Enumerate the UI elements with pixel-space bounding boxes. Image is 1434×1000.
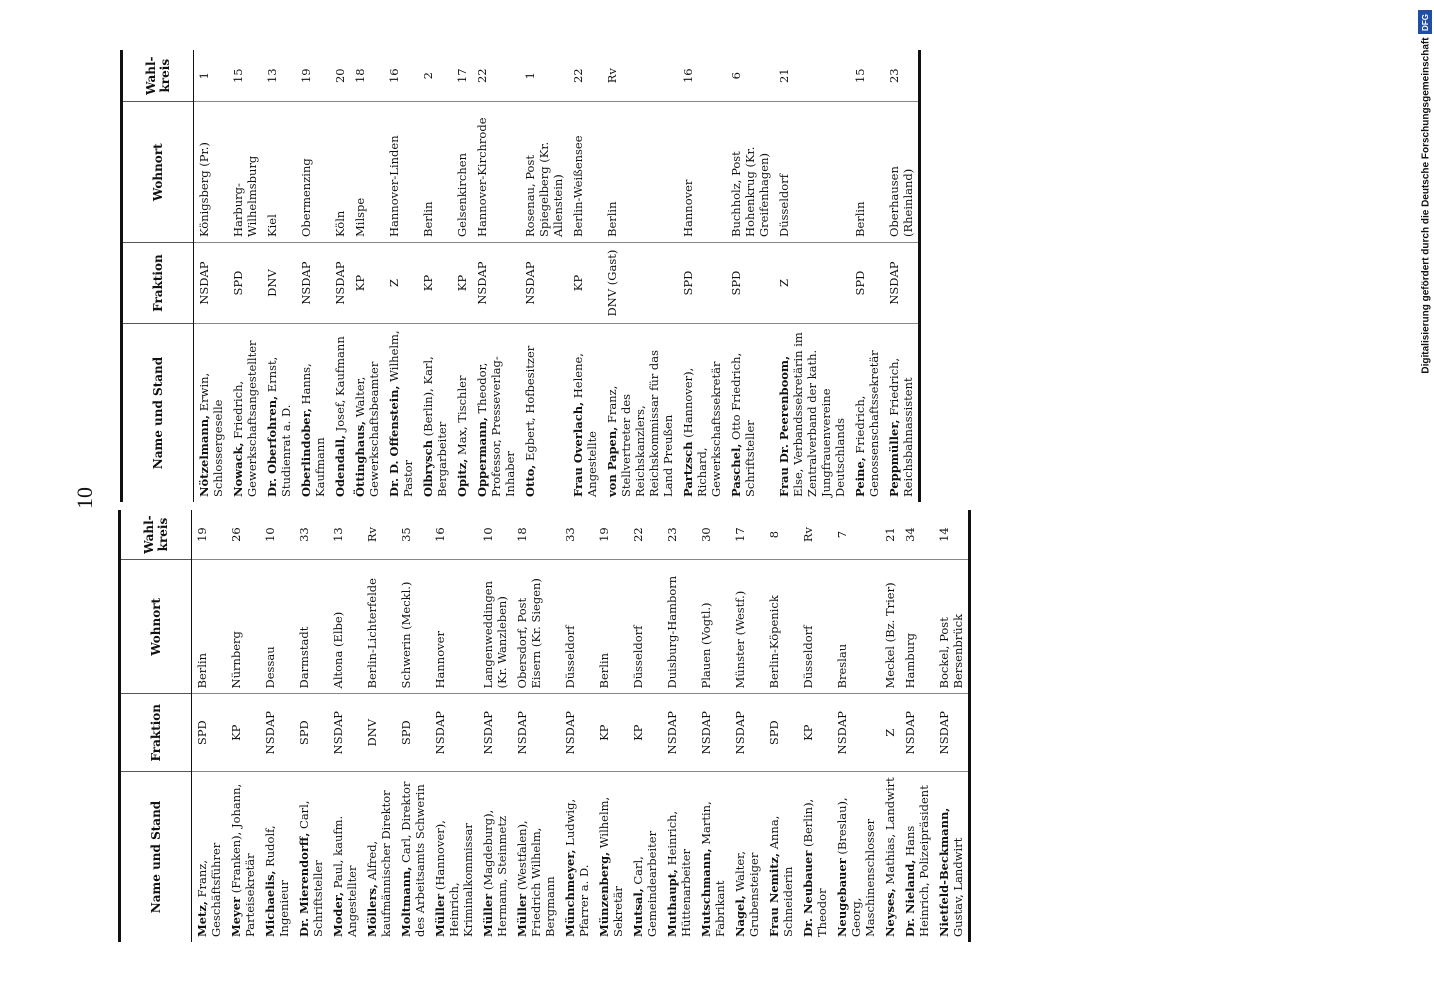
wohnort-cell: Schwerin (Meckl.)	[396, 560, 430, 694]
fraktion-cell: SPD	[228, 243, 262, 324]
fraktion-cell: NSDAP	[730, 694, 764, 772]
member-name-cell	[478, 771, 512, 942]
fraktion-cell: NSDAP	[296, 243, 330, 324]
wahlkreis-cell: 15	[850, 50, 884, 102]
wohnort-cell: Nürnberg	[226, 560, 260, 694]
wahlkreis-cell: 19	[296, 50, 330, 102]
table-row	[594, 510, 628, 942]
wohnort-cell: Duisburg-Hamborn	[662, 560, 696, 694]
wahlkreis-cell: 26	[226, 510, 260, 560]
table-row	[192, 510, 227, 942]
wohnort-cell: Plauen (Vogtl.)	[696, 560, 730, 694]
member-surname: Olbrysch	[421, 439, 435, 497]
wohnort-cell: Düsseldorf	[628, 560, 662, 694]
member-details: Helene, Angestellte	[571, 353, 599, 497]
table-row	[798, 510, 832, 942]
member-surname: Oppermann,	[475, 417, 489, 497]
wohnort-cell: Hannover	[678, 102, 726, 243]
table-row	[452, 50, 472, 502]
member-details: Erwin, Schlossergeselle	[197, 372, 225, 497]
member-details: Wilhelm, Sekretär	[597, 796, 625, 937]
member-surname: Peine,	[853, 457, 867, 497]
wohnort-cell: Dessau	[260, 560, 294, 694]
table-row	[628, 510, 662, 942]
table-row	[328, 510, 362, 942]
wohnort-cell: Düsseldorf	[774, 102, 850, 243]
member-surname: Peppmüller,	[887, 419, 901, 497]
wohnort-cell: Oberhausen (Rheinland)	[884, 102, 920, 243]
wahlkreis-cell: 6	[726, 50, 774, 102]
table-row	[472, 50, 520, 502]
wahlkreis-cell: 13	[328, 510, 362, 560]
table-row	[194, 50, 229, 502]
header-name: Name und Stand	[122, 324, 194, 502]
fraktion-cell: NSDAP	[472, 243, 520, 324]
fraktion-cell: SPD	[726, 243, 774, 324]
header-wohnort: Wohnort	[120, 560, 192, 694]
member-surname: Münzenberg,	[597, 851, 611, 937]
wohnort-cell: Kiel	[262, 102, 296, 243]
wahlkreis-cell: 35	[396, 510, 430, 560]
wohnort-cell: Buchholz, Post Hohenkrug (Kr. Greifenhagen)	[726, 102, 774, 243]
wahlkreis-cell: 8	[764, 510, 798, 560]
member-name-cell	[594, 771, 628, 942]
member-surname: Nötzelmann,	[197, 414, 211, 497]
fraktion-cell: NSDAP	[884, 243, 920, 324]
member-surname: Otto,	[523, 464, 537, 497]
table-row	[662, 510, 696, 942]
member-surname: Nagel,	[733, 895, 747, 937]
wahlkreis-cell: 16	[678, 50, 726, 102]
digitization-note: Digitalisierung gefördert durch die Deutsche Forschungsgemeinschaft	[1420, 37, 1432, 374]
member-name-cell	[678, 324, 726, 502]
fraktion-cell: DNV	[262, 243, 296, 324]
member-surname: Nowack,	[231, 442, 245, 497]
member-name-cell	[884, 324, 920, 502]
member-name-cell	[602, 324, 678, 502]
fraktion-cell: NSDAP	[512, 694, 560, 772]
wohnort-cell: Königsberg (Pr.)	[194, 102, 229, 243]
member-name-cell	[726, 324, 774, 502]
member-name-cell	[262, 324, 296, 502]
table-row	[678, 50, 726, 502]
wahlkreis-cell: 33	[560, 510, 594, 560]
wahlkreis-cell: 21	[774, 50, 850, 102]
wahlkreis-cell: 16	[384, 50, 418, 102]
member-name-cell	[696, 771, 730, 942]
table-row	[296, 50, 330, 502]
member-name-cell	[832, 771, 880, 942]
member-surname: Meyer	[229, 896, 243, 937]
fraktion-cell: KP	[798, 694, 832, 772]
member-surname: Müller	[515, 893, 529, 937]
member-name-cell	[226, 771, 260, 942]
wohnort-cell: Rosenau, Post Spiegelberg (Kr. Allenstein)	[520, 102, 568, 243]
member-name-cell	[850, 324, 884, 502]
member-details: Anna, Schneiderin	[767, 815, 795, 937]
table-row	[330, 50, 350, 502]
fraktion-cell: NSDAP	[832, 694, 880, 772]
table-row	[832, 510, 880, 942]
table-row	[520, 50, 568, 502]
member-surname: Odendall,	[333, 435, 347, 497]
table-row	[478, 510, 512, 942]
wohnort-cell: Obermenzing	[296, 102, 330, 243]
wohnort-cell: Gelsenkirchen	[452, 102, 472, 243]
member-details: Hans Heinrich, Polizeipräsident	[903, 785, 931, 937]
table-row	[602, 50, 678, 502]
fraktion-cell: NSDAP	[520, 243, 568, 324]
wahlkreis-cell: 30	[696, 510, 730, 560]
member-details: Otto Friedrich, Schriftsteller	[729, 352, 757, 497]
wohnort-cell: Berlin	[192, 560, 227, 694]
wohnort-cell: Langenweddingen (Kr. Wanzleben)	[478, 560, 512, 694]
member-name-cell	[774, 324, 850, 502]
fraktion-cell: NSDAP	[478, 694, 512, 772]
member-details: Friedrich, Genossenschaftssekretär	[853, 350, 881, 497]
member-name-cell	[362, 771, 396, 942]
member-surname: Mutsal,	[631, 888, 645, 937]
wahlkreis-cell: 34	[900, 510, 934, 560]
wahlkreis-cell: 14	[934, 510, 970, 560]
fraktion-cell: KP	[628, 694, 662, 772]
table-row	[730, 510, 764, 942]
fraktion-cell: NSDAP	[900, 694, 934, 772]
member-surname: Opitz,	[455, 458, 469, 497]
wahlkreis-cell: Rv	[798, 510, 832, 560]
member-surname: Müller	[481, 893, 495, 937]
page-number: 10	[72, 487, 97, 509]
fraktion-cell: SPD	[396, 694, 430, 772]
member-surname: Moder,	[331, 892, 345, 937]
member-name-cell	[418, 324, 452, 502]
member-details: Franz, Stellvertreter des Reichskanzlers, Reichskommissar für das Land Preußen	[605, 349, 675, 497]
table-row	[774, 50, 850, 502]
register-table-left	[118, 510, 1298, 942]
wahlkreis-cell: 33	[294, 510, 328, 560]
header-fraktion: Fraktion	[120, 694, 192, 772]
member-details: Egbert, Hofbesitzer	[523, 345, 537, 462]
member-surname: Öttinghaus,	[353, 420, 367, 497]
table-row	[384, 50, 418, 502]
member-name-cell	[430, 771, 478, 942]
member-details: Carl, Schriftsteller	[297, 800, 325, 937]
table-row	[696, 510, 730, 942]
header-wahlkreis: Wahl-kreis	[122, 50, 194, 102]
member-details: Friedrich, Reichsbahnassistent	[887, 357, 915, 497]
fraktion-cell: NSDAP	[328, 694, 362, 772]
member-surname: Münchmeyer,	[563, 849, 577, 937]
fraktion-cell: SPD	[294, 694, 328, 772]
wahlkreis-cell: 19	[192, 510, 227, 560]
member-details: Rudolf, Ingenieur	[263, 825, 291, 937]
table-row	[396, 510, 430, 942]
member-details: (Magdeburg), Hermann, Steinmetz	[481, 809, 509, 937]
wahlkreis-cell: 18	[512, 510, 560, 560]
member-surname: Frau Overlach,	[571, 401, 585, 497]
wohnort-cell: Breslau	[832, 560, 880, 694]
wahlkreis-cell: 23	[662, 510, 696, 560]
member-details: Paul, kaufm. Angestellter	[331, 815, 359, 937]
member-name-cell	[384, 324, 418, 502]
member-name-cell	[396, 771, 430, 942]
member-surname: Mutschmann,	[699, 848, 713, 937]
wohnort-cell: Hamburg	[900, 560, 934, 694]
member-details: Wilhelm, Pastor	[387, 330, 415, 497]
table-row	[430, 510, 478, 942]
member-surname: Dr. Oberfohren,	[265, 395, 279, 497]
fraktion-cell: KP	[226, 694, 260, 772]
fraktion-cell: KP	[350, 243, 384, 324]
member-name-cell	[880, 771, 900, 942]
member-surname: Neyses,	[883, 888, 897, 937]
member-surname: Dr. D. Offenstein,	[387, 385, 401, 497]
member-surname: Partzsch	[681, 441, 695, 497]
fraktion-cell: DNV (Gast)	[602, 243, 678, 324]
member-details: (Berlin), Karl, Bergarbeiter	[421, 356, 449, 497]
wohnort-cell: Milspe	[350, 102, 384, 243]
wahlkreis-cell: 10	[478, 510, 512, 560]
wohnort-cell: Obersdorf, Post Eisern (Kr. Siegen)	[512, 560, 560, 694]
member-name-cell	[798, 771, 832, 942]
member-name-cell	[194, 324, 229, 502]
member-surname: Frau Nemitz,	[767, 852, 781, 937]
fraktion-cell: Z	[774, 243, 850, 324]
member-surname: Paschel,	[729, 443, 743, 497]
member-details: Alfred, kaufmännischer Direktor	[365, 790, 393, 937]
member-name-cell	[520, 324, 568, 502]
member-name-cell	[260, 771, 294, 942]
fraktion-cell: NSDAP	[430, 694, 478, 772]
wahlkreis-cell: 22	[628, 510, 662, 560]
fraktion-cell: DNV	[362, 694, 396, 772]
table-row	[560, 510, 594, 942]
header-fraktion: Fraktion	[122, 243, 194, 324]
member-details: (Berlin), Theodor	[801, 798, 829, 937]
table-row	[726, 50, 774, 502]
member-surname: Frau Dr. Peerenboom,	[777, 355, 791, 497]
member-name-cell	[900, 771, 934, 942]
wahlkreis-cell: 20	[330, 50, 350, 102]
member-surname: Metz,	[195, 901, 209, 937]
member-name-cell	[328, 771, 362, 942]
wohnort-cell: Düsseldorf	[560, 560, 594, 694]
fraktion-cell: KP	[568, 243, 602, 324]
member-details: Mathias, Landwirt	[883, 777, 897, 885]
wohnort-cell: Bockel, Post Bersenbrück	[934, 560, 970, 694]
member-surname: Oberlindober,	[299, 408, 313, 497]
wohnort-cell: Harburg-Wilhelmsburg	[228, 102, 262, 243]
member-surname: Neugebauer	[835, 858, 849, 937]
fraktion-cell: NSDAP	[260, 694, 294, 772]
member-surname: Dr. Mierendorff,	[297, 832, 311, 937]
table-row	[226, 510, 260, 942]
fraktion-cell: NSDAP	[194, 243, 229, 324]
member-surname: Dr. Neubauer	[801, 850, 815, 937]
member-name-cell	[934, 771, 970, 942]
table-row	[260, 510, 294, 942]
table-row	[350, 50, 384, 502]
wahlkreis-cell: 1	[520, 50, 568, 102]
member-details: Josef, Kaufmann	[333, 336, 347, 432]
wohnort-cell: Berlin	[594, 560, 628, 694]
wohnort-cell: Berlin-Lichterfelde	[362, 560, 396, 694]
member-details: Gustav, Landwirt	[951, 837, 965, 937]
wohnort-cell: Berlin	[850, 102, 884, 243]
member-surname: Möllers,	[365, 884, 379, 937]
fraktion-cell: NSDAP	[696, 694, 730, 772]
wohnort-cell: Düsseldorf	[798, 560, 832, 694]
member-name-cell	[192, 771, 227, 942]
member-name-cell	[294, 771, 328, 942]
member-details: Walter, Gewerkschaftsbeamter	[353, 361, 381, 497]
wohnort-cell: Darmstadt	[294, 560, 328, 694]
member-details: Carl, Gemeindearbeiter	[631, 830, 659, 937]
wahlkreis-cell: 21	[880, 510, 900, 560]
member-name-cell	[472, 324, 520, 502]
member-details: Friedrich, Gewerkschaftsangestellter	[231, 340, 259, 497]
fraktion-cell: NSDAP	[330, 243, 350, 324]
register-table	[120, 50, 921, 502]
fraktion-cell: KP	[418, 243, 452, 324]
member-details: (Hannover), Richard, Gewerkschaftssekretär	[681, 361, 723, 497]
member-details: Else, Verbandssekretärin im Zentralverband der kath. Jungfrauenvereine Deutschlands	[791, 332, 847, 497]
table-row	[294, 510, 328, 942]
member-details: Martin, Fabrikant	[699, 801, 727, 937]
member-details: Heinrich, Hüttenarbeiter	[665, 810, 693, 937]
wohnort-cell: Hannover	[430, 560, 478, 694]
member-surname: Dr. Nieland,	[903, 859, 917, 937]
member-details: Carl, Direktor des Arbeitsamts Schwerin	[399, 781, 427, 937]
member-surname: Moltmann,	[399, 866, 413, 937]
member-name-cell	[296, 324, 330, 502]
member-surname: Michaelis,	[263, 870, 277, 937]
member-surname: Nietfeld-Beckmann,	[937, 807, 951, 937]
table-row	[880, 510, 900, 942]
wahlkreis-cell: 2	[418, 50, 452, 102]
wahlkreis-cell: 7	[832, 510, 880, 560]
wahlkreis-cell: 23	[884, 50, 920, 102]
fraktion-cell: Z	[880, 694, 900, 772]
wohnort-cell: Berlin	[418, 102, 452, 243]
register-table	[118, 510, 971, 942]
member-name-cell	[662, 771, 696, 942]
table-row	[262, 50, 296, 502]
wahlkreis-cell: 22	[472, 50, 520, 102]
member-name-cell	[452, 324, 472, 502]
member-details: (Franken), Johann, Parteisekretär	[229, 783, 257, 937]
fraktion-cell: NSDAP	[662, 694, 696, 772]
fraktion-cell: SPD	[192, 694, 227, 772]
wahlkreis-cell: Rv	[602, 50, 678, 102]
member-name-cell	[764, 771, 798, 942]
wohnort-cell: Hannover-Kirchrode	[472, 102, 520, 243]
header-name: Name und Stand	[120, 771, 192, 942]
member-surname: von Papen,	[605, 426, 619, 497]
member-details: Franz, Geschäftsführer	[195, 842, 223, 937]
member-details: Ludwig, Pfarrer a. D.	[563, 798, 591, 937]
table-row	[362, 510, 396, 942]
member-name-cell	[568, 324, 602, 502]
table-row	[512, 510, 560, 942]
wahlkreis-cell: 17	[452, 50, 472, 102]
member-surname: Müller	[433, 893, 447, 937]
table-row	[900, 510, 934, 942]
wohnort-cell: Hannover-Linden	[384, 102, 418, 243]
fraktion-cell: SPD	[678, 243, 726, 324]
member-name-cell	[560, 771, 594, 942]
fraktion-cell: NSDAP	[934, 694, 970, 772]
member-name-cell	[628, 771, 662, 942]
member-details: (Hannover), Heinrich, Kriminalkommissar	[433, 820, 475, 937]
wahlkreis-cell: 19	[594, 510, 628, 560]
wahlkreis-cell: Rv	[362, 510, 396, 560]
wahlkreis-cell: 10	[260, 510, 294, 560]
wahlkreis-cell: 15	[228, 50, 262, 102]
wahlkreis-cell: 13	[262, 50, 296, 102]
fraktion-cell: SPD	[850, 243, 884, 324]
dfg-logo: DFG	[1418, 10, 1432, 34]
member-details: (Westfalen), Friedrich Wilhelm, Bergmann	[515, 820, 557, 937]
fraktion-cell: NSDAP	[560, 694, 594, 772]
table-row	[418, 50, 452, 502]
table-row	[568, 50, 602, 502]
member-details: Walter, Grubensteiger	[733, 850, 761, 937]
member-details: Hanns, Kaufmann	[299, 363, 327, 497]
wohnort-cell: Meckel (Bz. Trier)	[880, 560, 900, 694]
table-row	[884, 50, 920, 502]
table-row	[850, 50, 884, 502]
wohnort-cell: Berlin-Weißensee	[568, 102, 602, 243]
table-row	[228, 50, 262, 502]
member-name-cell	[228, 324, 262, 502]
wahlkreis-cell: 1	[194, 50, 229, 102]
header-wahlkreis: Wahl-kreis	[120, 510, 192, 560]
wohnort-cell: Berlin	[602, 102, 678, 243]
member-name-cell	[512, 771, 560, 942]
fraktion-cell: KP	[594, 694, 628, 772]
wohnort-cell: Köln	[330, 102, 350, 243]
member-details: Max, Tischler	[455, 375, 469, 456]
wahlkreis-cell: 16	[430, 510, 478, 560]
member-name-cell	[730, 771, 764, 942]
member-name-cell	[350, 324, 384, 502]
fraktion-cell: KP	[452, 243, 472, 324]
wahlkreis-cell: 22	[568, 50, 602, 102]
wohnort-cell: Münster (Westf.)	[730, 560, 764, 694]
fraktion-cell: SPD	[764, 694, 798, 772]
wahlkreis-cell: 18	[350, 50, 384, 102]
member-details: Theodor, Professor, Presseverlag-Inhaber	[475, 356, 517, 497]
wahlkreis-cell: 17	[730, 510, 764, 560]
member-details: Ernst, Studienrat a. D.	[265, 356, 293, 497]
member-details: (Breslau), Georg, Maschinenschlosser	[835, 797, 877, 937]
header-wohnort: Wohnort	[122, 102, 194, 243]
fraktion-cell: Z	[384, 243, 418, 324]
wohnort-cell: Altona (Elbe)	[328, 560, 362, 694]
wohnort-cell: Berlin-Köpenick	[764, 560, 798, 694]
register-table-right	[120, 50, 1300, 502]
member-surname: Muthaupt,	[665, 869, 679, 937]
member-name-cell	[330, 324, 350, 502]
table-row	[764, 510, 798, 942]
table-row	[934, 510, 970, 942]
